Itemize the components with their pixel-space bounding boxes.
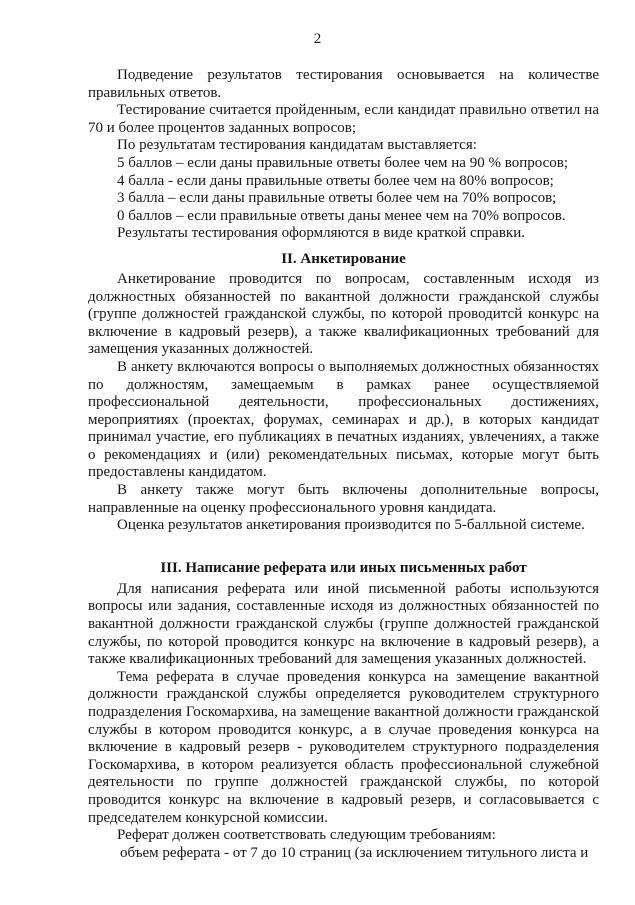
paragraph: Тема реферата в случае проведения конкурса на замещение вакантной должности гражданской службы определяется руководителем структурного подразделения Госкомархива, на замещение вакантной должности гражданской службы в котором проводится конкурс, а в случае проведения конкурса на включение в кадровый резерв - руководителем структурного подразделения Госкомархива, в котором реализуется область профессиональной служебной деятельности по группе должностей гражданской службы, по которой проводится конкурс на включение в кадровый резерв, и согласовывается с председателем конкурсной комиссии.: [88, 668, 599, 826]
paragraph: Реферат должен соответствовать следующим требованиям:: [117, 827, 496, 844]
section-heading: II. Анкетирование: [281, 250, 406, 267]
paragraph: В анкету также могут быть включены дополнительные вопросы, направленные на оценку профессионального уровня кандидата.: [88, 482, 599, 516]
paragraph: По результатам тестирования кандидатам выставляется:: [117, 137, 477, 154]
paragraph: Подведение результатов тестирования основывается на количестве правильных ответов.: [88, 67, 599, 101]
paragraph: В анкету включаются вопросы о выполняемых должностных обязанностях по должностям, замещаемым в рамках ранее осуществляемой профессиональной деятельности, профессиональных достижениях, мероприятиях (проектах, форумах, семинарах и др.), в которых кандидат принимал участие, его публикациях в печатных изданиях, увлечениях, а также о рекомендациях и (или) рекомендательных письмах, которые могут быть предоставлены кандидатом.: [88, 358, 599, 481]
paragraph: Оценка результатов анкетирования производится по 5-балльной системе.: [117, 517, 585, 534]
page-number: 2: [313, 31, 322, 47]
section-heading: III. Написание реферата или иных письменных работ: [160, 559, 527, 576]
grade-item: 5 баллов – если даны правильные ответы более чем на 90 % вопросов;: [117, 154, 568, 171]
paragraph: Для написания реферата или иной письменной работы используются вопросы или задания, составленные исходя из должностных обязанностей по вакантной должности гражданской службы (группе должностей гражданской службы, по которой проводится конкурс на включение в кадровый резерв), а также квалификационных требований для замещения указанных должностей.: [88, 580, 599, 668]
grade-item: 3 балла – если даны правильные ответы более чем на 70% вопросов;: [117, 190, 557, 207]
grade-item: 4 балла - если даны правильные ответы более чем на 80% вопросов;: [117, 172, 554, 189]
grade-item: 0 баллов – если правильные ответы даны менее чем на 70% вопросов.: [117, 207, 566, 224]
paragraph: Результаты тестирования оформляются в виде краткой справки.: [117, 225, 525, 242]
paragraph: объем реферата - от 7 до 10 страниц (за исключением титульного листа и: [120, 844, 589, 861]
page-body: [88, 67, 599, 862]
paragraph: Анкетирование проводится по вопросам, составленным исходя из должностных обязанностей по вакантной должности гражданской службы (группе должностей гражданской службы, по которой проводитсй конкурс на включение в кадровый резерв), а также квалификационных требований для замещения указанных должностей.: [88, 270, 599, 358]
paragraph: Тестирование считается пройденным, если кандидат правильно ответил на 70 и более процентов заданных вопросов;: [88, 102, 599, 136]
